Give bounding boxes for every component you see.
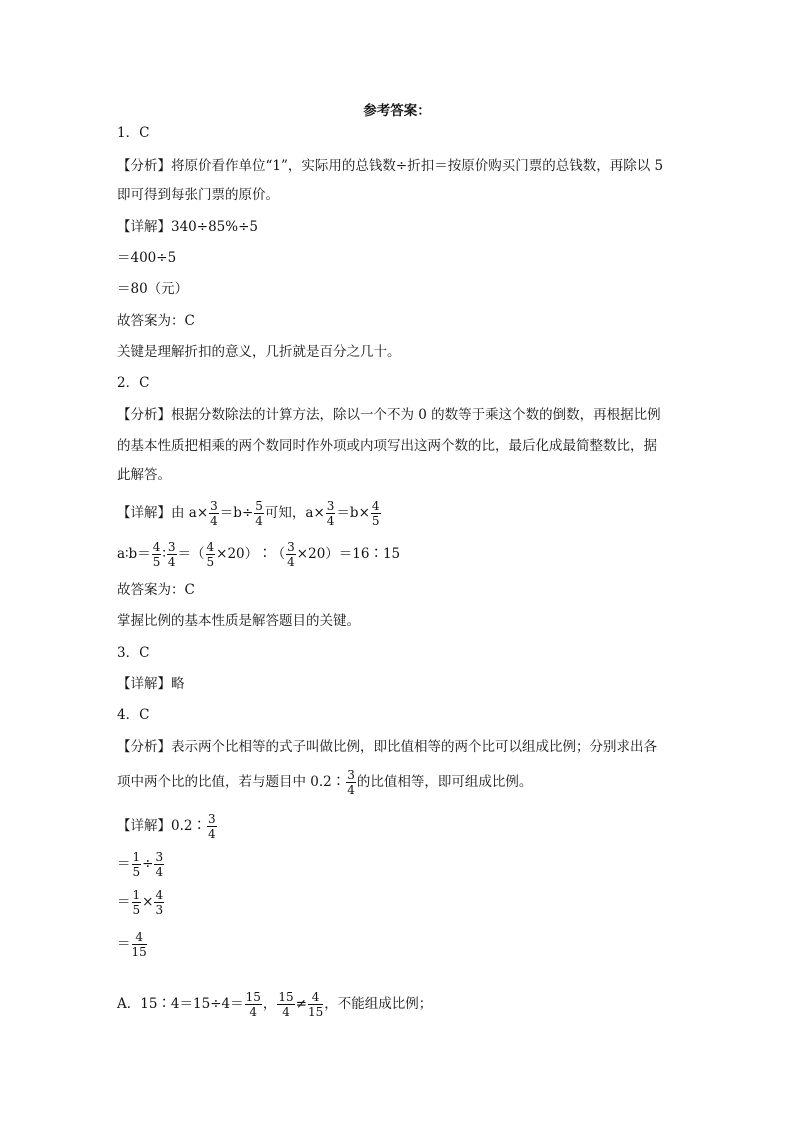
q2-key-point: 掌握比例的基本性质是解答题目的关键。 [117,613,360,629]
fraction-3-4: $\frac{3}{4}$ [210,499,218,528]
q2-analysis-line1: 【分析】根据分数除法的计算方法，除以一个不为 0 的数等于乘这个数的倒数，再根据比例 [117,407,661,423]
q3-detail: 【详解】略 [117,676,185,692]
q2-analysis-line2: 的基本性质把相乘的两个数同时作外项或内项写出这两个数的比，最后化成最简整数比，据 [117,438,657,454]
q1-analysis-line1: 【分析】将原价看作单位“1”，实际用的总钱数÷折扣＝按原价购买门票的总钱数，再除以 5 [117,158,664,174]
q4-detail-line4: ＝ $\frac{4}{15}$ [117,930,147,959]
q1-detail-line1: 【详解】340÷85%÷5 [117,219,258,235]
fraction-4-5: $\frac{4}{5}$ [152,540,161,569]
q4-analysis-line1: 【分析】表示两个比相等的式子叫做比例，即比值相等的两个比可以组成比例；分别求出各 [117,739,657,755]
q2-detail-label: 【详解】由 a× [117,505,209,521]
q1-answer: 故答案为：C [117,313,195,329]
fraction-4-5: $\frac{4}{5}$ [371,499,380,528]
q4-detail-line2: ＝ $\frac{1}{5}$ ÷ $\frac{3}{4}$ [117,850,164,879]
fraction-3-4: $\frac{3}{4}$ [207,812,216,841]
fraction-4-15: $\frac{4}{15}$ [307,990,324,1019]
fraction-15-4: $\frac{15}{4}$ [245,990,261,1019]
q2-detail-line2: a∶b＝ $\frac{4}{5}$ ∶ $\frac{3}{4}$ ＝（ $\frac{4}{5}$ ×20）∶（ $\frac{3}{4}$ ×20）＝16∶15 [117,540,401,569]
page-title: 参考答案： [363,103,431,119]
q4-analysis-line2: 项中两个比的比值，若与题目中 0.2∶ $\frac{3}{4}$ 的比值相等，即可组成比例。 [117,768,533,797]
q2-number: 2．C [117,375,150,391]
q1-detail-line3: ＝80（元） [117,281,189,297]
q1-number: 1．C [117,125,150,141]
q2-detail-line1: 【详解】由 a× $\frac{3}{4}$ ＝b÷ $\frac{5}{4}$ 可知，a× $\frac{3}{4}$ ＝b× $\frac{4}{5}$ [117,499,380,528]
q4-detail-line1: 【详解】0.2∶ $\frac{3}{4}$ [117,812,216,841]
fraction-4-3: $\frac{4}{3}$ [155,888,164,917]
fraction-5-4: $\frac{5}{4}$ [255,499,263,528]
fraction-4-5: $\frac{4}{5}$ [206,540,215,569]
q1-analysis-line2: 即可得到每张门票的原价。 [117,187,279,203]
fraction-1-5: $\frac{1}{5}$ [132,850,141,879]
fraction-3-4: $\frac{3}{4}$ [287,540,295,569]
q1-detail-line2: ＝400÷5 [117,250,177,266]
q4-number: 4．C [117,707,150,723]
q1-key-point: 关键是理解折扣的意义，几折就是百分之几十。 [117,344,401,360]
fraction-3-4: $\frac{3}{4}$ [347,768,355,797]
fraction-3-4: $\frac{3}{4}$ [167,540,176,569]
fraction-1-5: $\frac{1}{5}$ [132,888,141,917]
fraction-3-4: $\frac{3}{4}$ [326,499,335,528]
q2-analysis-line3: 此解答。 [117,467,171,483]
q4-option-a: A．15∶4＝15÷4＝ $\frac{15}{4}$ ， $\frac{15}{4}$ ≠ $\frac{4}{15}$ ，不能组成比例； [117,990,433,1019]
fraction-15-4: $\frac{15}{4}$ [278,990,294,1019]
fraction-3-4: $\frac{3}{4}$ [155,850,164,879]
fraction-4-15: $\frac{4}{15}$ [131,930,147,959]
q3-number: 3．C [117,645,150,661]
q4-detail-line3: ＝ $\frac{1}{5}$ × $\frac{4}{3}$ [117,888,164,917]
q2-answer: 故答案为：C [117,582,195,598]
